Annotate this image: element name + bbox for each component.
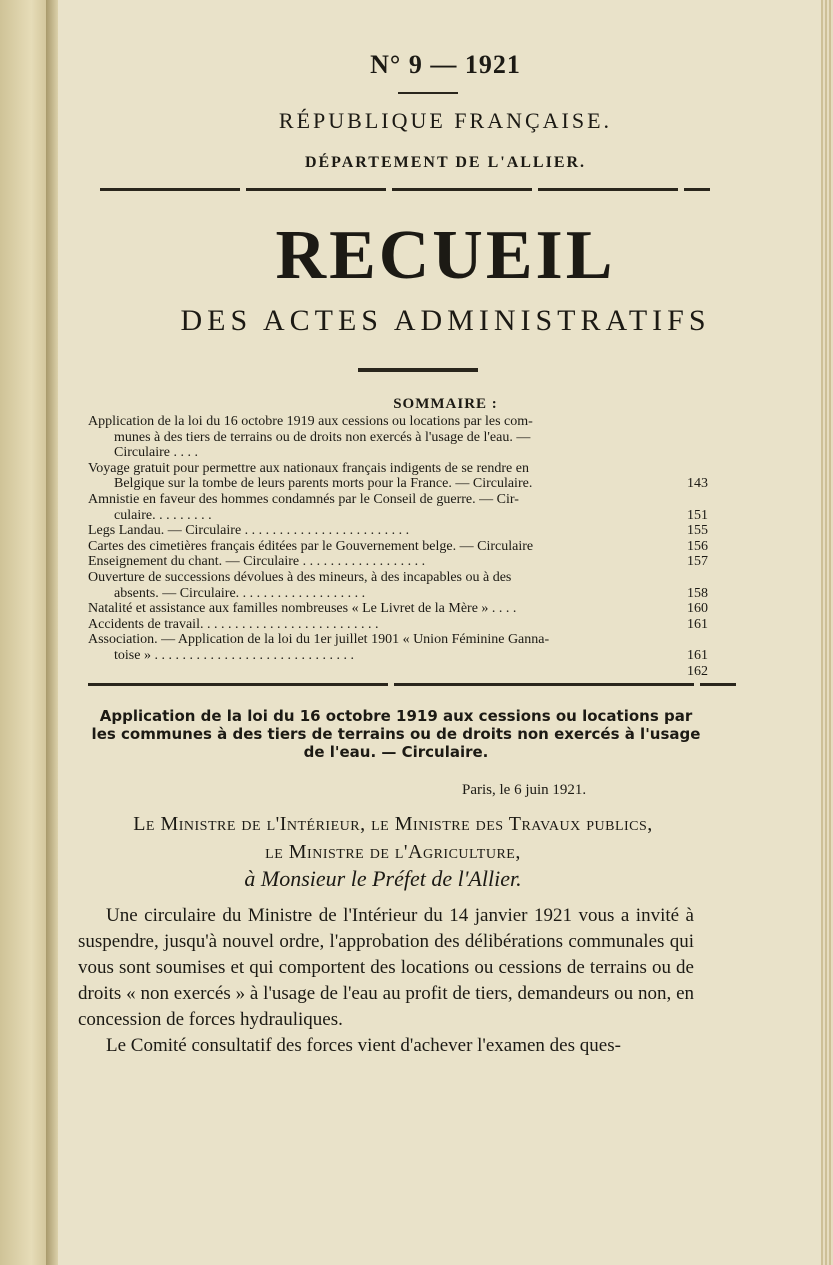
section-divider <box>88 683 736 686</box>
toc-entry <box>88 476 708 492</box>
paragraph-2: Le Comité consultatif des forces vient d'achever l'examen des ques- <box>106 1035 621 1056</box>
toc-entry-text: Voyage gratuit pour permettre aux nationaux français indigents de se rendre en <box>88 460 529 476</box>
toc-entry <box>88 554 708 570</box>
toc-entry <box>88 414 708 430</box>
ministers-block <box>78 810 708 866</box>
toc-page-number: 151 <box>687 507 708 523</box>
toc-entry-text: munes à des tiers de terrains ou de droits non exercés à l'usage de l'eau. — <box>114 429 531 445</box>
main-title: RECUEIL <box>275 217 616 294</box>
issue-number: N° 9 — 1921 <box>370 50 521 79</box>
toc-entry <box>88 601 708 617</box>
document-page <box>58 0 833 1265</box>
toc-entry <box>88 632 708 648</box>
ministers-line-2: le Ministre de l'Agriculture, <box>265 841 521 863</box>
toc-entry-text: Accidents de travail. . . . . . . . . . . . . . . . . . . . . . . . . . <box>88 616 379 632</box>
top-divider <box>100 188 710 191</box>
toc-page-number: 158 <box>687 585 708 601</box>
toc-page-number: 155 <box>687 523 708 539</box>
toc-entry-text: toise » . . . . . . . . . . . . . . . . . . . . . . . . . . . . . <box>114 647 354 663</box>
toc-entry-text: culaire. . . . . . . . . <box>114 507 212 523</box>
toc-entry <box>88 586 708 602</box>
sommaire-heading: SOMMAIRE : <box>393 396 498 412</box>
addressee: à Monsieur le Préfet de l'Allier. <box>244 866 522 891</box>
dateline: Paris, le 6 juin 1921. <box>462 782 587 798</box>
toc-entry <box>88 508 708 524</box>
subtitle: DES ACTES ADMINISTRATIFS <box>180 304 711 337</box>
toc-entry-text: Belgique sur la tombe de leurs parents morts pour la France. — Circulaire. <box>114 476 533 492</box>
toc-entry <box>88 523 708 539</box>
toc-entry-text: Application de la loi du 16 octobre 1919 aux cessions ou locations par les com- <box>88 414 533 429</box>
toc-entry <box>88 539 708 555</box>
toc-entry-text: absents. — Circulaire. . . . . . . . . . . . . . . . . . . <box>114 585 366 601</box>
toc-entry-text: Association. — Application de la loi du 1er juillet 1901 « Union Féminine Ganna- <box>88 632 550 648</box>
toc-entry-text: Natalité et assistance aux familles nombreuses « Le Livret de la Mère » . . . . <box>88 601 517 617</box>
toc-entry <box>88 445 708 461</box>
toc-page-number: 160 <box>687 601 708 617</box>
toc-entry <box>88 430 708 446</box>
republic-heading: RÉPUBLIQUE FRANÇAISE. <box>278 108 613 133</box>
toc-entry-text: Cartes des cimetières français éditées par le Gouvernement belge. — Circulaire <box>88 538 534 554</box>
toc-entry <box>88 664 708 680</box>
toc-entry <box>88 648 708 664</box>
toc-page-number: 162 <box>687 663 708 679</box>
toc-page-number: 157 <box>687 554 708 570</box>
title-rule <box>358 368 478 372</box>
issue-rule <box>398 92 458 94</box>
toc-page-number: 143 <box>687 476 708 492</box>
body-text <box>78 903 694 1059</box>
table-of-contents <box>88 414 708 679</box>
toc-entry <box>88 492 708 508</box>
toc-entry <box>88 570 708 586</box>
toc-page-number: 161 <box>687 647 708 663</box>
left-page-edge <box>0 0 52 1265</box>
toc-entry-text: Circulaire . . . . <box>114 445 198 461</box>
article-heading: Application de la loi du 16 octobre 1919 aux cessions ou locations par les communes à des tiers de terrains ou de droits non exercés à l'usage de l'eau. — Circulaire. <box>91 707 701 761</box>
toc-entry-text: Ouverture de successions dévolues à des mineurs, à des incapables ou à des <box>88 569 512 585</box>
toc-page-number: 156 <box>687 538 708 554</box>
department-heading: DÉPARTEMENT DE L'ALLIER. <box>304 154 587 171</box>
page-edges <box>821 0 833 1265</box>
toc-entry <box>88 617 708 633</box>
toc-entry-text: Amnistie en faveur des hommes condamnés par le Conseil de guerre. — Cir- <box>88 491 519 507</box>
toc-entry <box>88 461 708 477</box>
toc-page-number: 161 <box>687 616 708 632</box>
toc-entry-text: Legs Landau. — Circulaire . . . . . . . . . . . . . . . . . . . . . . . . <box>88 523 410 539</box>
toc-entry-text: Enseignement du chant. — Circulaire . . . . . . . . . . . . . . . . . . <box>88 554 426 570</box>
ministers-line-1: Le Ministre de l'Intérieur, le Ministre des Travaux publics, <box>133 813 653 835</box>
paragraph-1: Une circulaire du Ministre de l'Intérieur du 14 janvier 1921 vous a invité à suspendre, jusqu'à nouvel ordre, l'approbation des délibérations communales qui vous sont soumises et qui comportent des locations ou cessions de terrains ou de droits « non exercés » à l'usage de l'eau au profit de tiers, demandeurs ou non, en concession de forces hydrauliques. <box>78 905 694 1030</box>
